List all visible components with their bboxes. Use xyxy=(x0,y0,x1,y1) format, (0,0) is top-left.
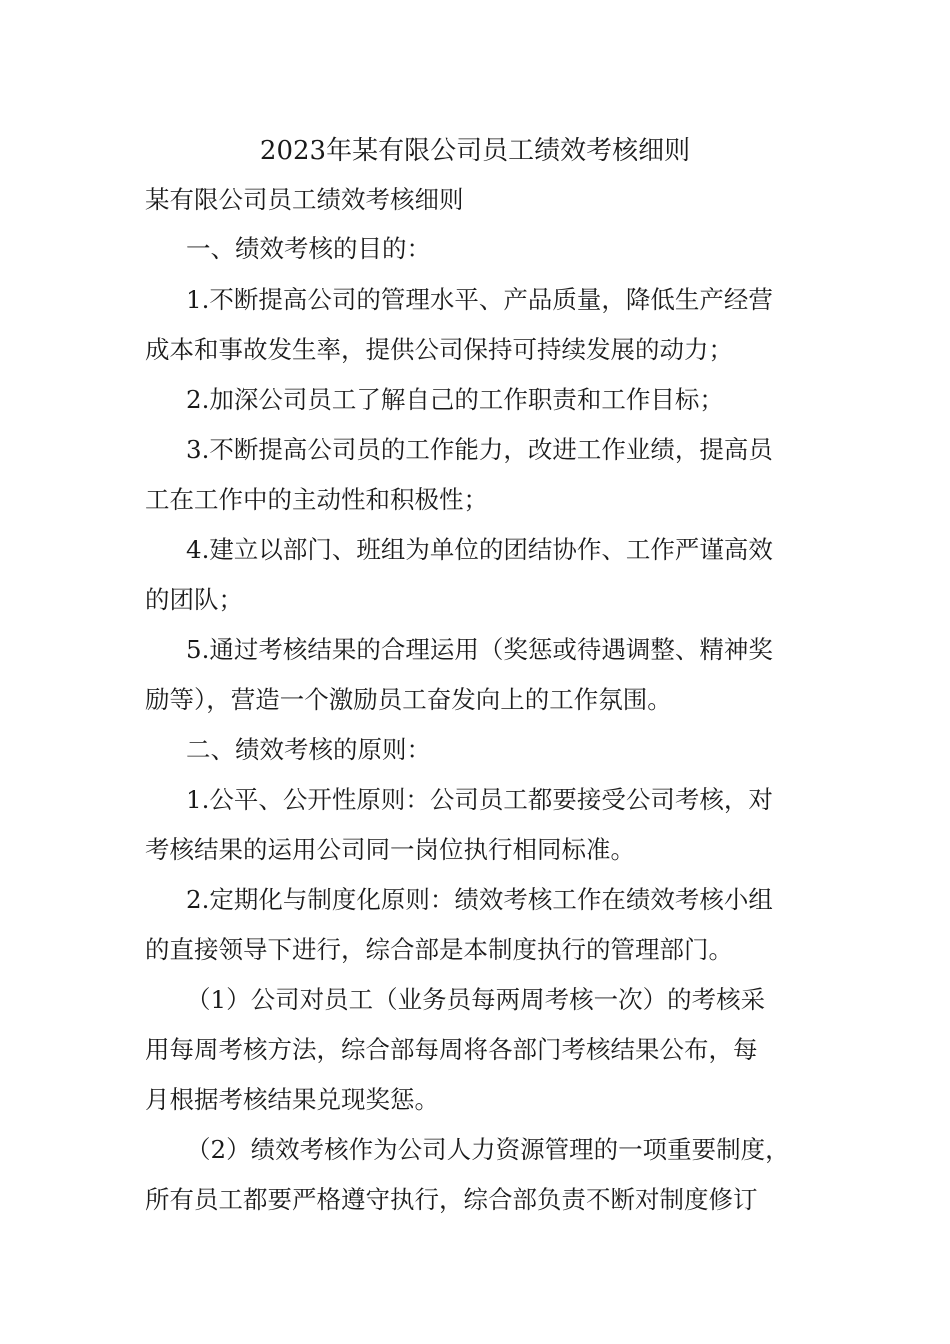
paragraph-line: 2.定期化与制度化原则：绩效考核工作在绩效考核小组 xyxy=(186,885,773,914)
section-heading-purpose: 一、绩效考核的目的： xyxy=(186,234,431,263)
paragraph-line: 励等），营造一个激励员工奋发向上的工作氛围。 xyxy=(145,685,672,714)
document-title: 2023年某有限公司员工绩效考核细则 xyxy=(259,136,691,166)
paragraph-line: 3.不断提高公司员的工作能力，改进工作业绩，提高员 xyxy=(186,435,773,464)
paragraph-line: 5.通过考核结果的合理运用（奖惩或待遇调整、精神奖 xyxy=(186,635,773,664)
paragraph-line: （2）绩效考核作为公司人力资源管理的一项重要制度， xyxy=(186,1135,790,1164)
paragraph-line: 考核结果的运用公司同一岗位执行相同标准。 xyxy=(145,835,635,864)
paragraph-line: 2.加深公司员工了解自己的工作职责和工作目标； xyxy=(186,385,724,414)
paragraph-line: 的团队； xyxy=(145,585,243,614)
paragraph-line: 工在工作中的主动性和积极性； xyxy=(145,485,488,514)
paragraph-line: 用每周考核方法，综合部每周将各部门考核结果公布，每 xyxy=(145,1035,758,1064)
paragraph-line: 1.不断提高公司的管理水平、产品质量，降低生产经营 xyxy=(186,285,773,314)
section-heading-principles: 二、绩效考核的原则： xyxy=(186,735,431,764)
doc-subtitle: 某有限公司员工绩效考核细则 xyxy=(145,185,464,214)
paragraph-line: 的直接领导下进行，综合部是本制度执行的管理部门。 xyxy=(145,935,733,964)
paragraph-line: 成本和事故发生率，提供公司保持可持续发展的动力； xyxy=(145,335,733,364)
paragraph-line: 4.建立以部门、班组为单位的团结协作、工作严谨高效 xyxy=(186,535,773,564)
paragraph-line: 1.公平、公开性原则：公司员工都要接受公司考核，对 xyxy=(186,785,773,814)
paragraph-line: （1）公司对员工（业务员每两周考核一次）的考核采 xyxy=(186,985,766,1014)
paragraph-line: 所有员工都要严格遵守执行，综合部负责不断对制度修订 xyxy=(145,1185,758,1214)
paragraph-line: 月根据考核结果兑现奖惩。 xyxy=(145,1085,439,1114)
